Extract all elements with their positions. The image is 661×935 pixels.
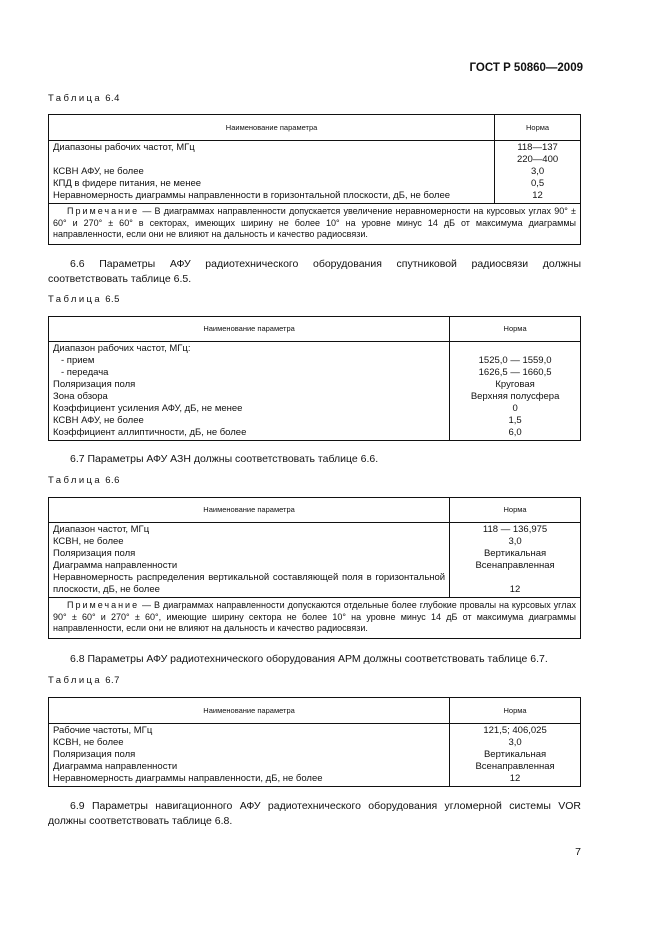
table-note xyxy=(49,204,581,245)
table-number: 6.4 xyxy=(105,93,120,104)
parameter-name: Неравномерность распределения вертикальной составляющей поля в горизонтальной плоскости, дБ, не более xyxy=(49,572,450,598)
table-row xyxy=(49,737,581,749)
table-6-7 xyxy=(48,697,581,787)
document-standard-header: ГОСТ Р 50860—2009 xyxy=(469,62,583,74)
table-row xyxy=(49,560,581,572)
paragraph-6-8: 6.8 Параметры АФУ радиотехнического оборудования АРМ должны соответствовать таблице 6.7. xyxy=(70,653,548,665)
parameter-value: 12 xyxy=(450,572,581,598)
column-header-norm: Норма xyxy=(495,115,581,141)
parameter-value: 6,0 xyxy=(450,427,581,441)
table-6-5-caption xyxy=(48,294,120,305)
parameter-name: КСВН, не более xyxy=(49,737,450,749)
table-6-4-caption xyxy=(48,93,120,104)
paragraph-6-7: 6.7 Параметры АФУ АЗН должны соответствовать таблице 6.6. xyxy=(70,453,379,465)
parameter-name: - передача xyxy=(49,367,450,379)
table-row xyxy=(49,178,581,190)
column-header-name: Наименование параметра xyxy=(49,115,495,141)
parameter-value: 121,5; 406,025 xyxy=(450,724,581,738)
table-row xyxy=(49,773,581,787)
parameter-value: 12 xyxy=(495,190,581,204)
table-note xyxy=(49,598,581,639)
table-row xyxy=(49,415,581,427)
column-header-name: Наименование параметра xyxy=(49,498,450,523)
table-6-5 xyxy=(48,316,581,441)
column-header-name: Наименование параметра xyxy=(49,698,450,724)
table-row xyxy=(49,724,581,738)
parameter-name: КСВН АФУ, не более xyxy=(49,415,450,427)
table-row xyxy=(49,154,581,166)
paragraph-6-6: 6.6 Параметры АФУ радиотехнического оборудования спутниковой радиосвязи должны соответствовать таблице 6.5. xyxy=(48,258,581,285)
parameter-value: 3,0 xyxy=(450,536,581,548)
parameter-name: Неравномерность диаграммы направленности в горизонтальной плоскости, дБ, не более xyxy=(49,190,495,204)
table-row xyxy=(49,190,581,204)
parameter-value: Вертикальная xyxy=(450,749,581,761)
parameter-name: - прием xyxy=(49,355,450,367)
parameter-value: 118—137 xyxy=(495,141,581,155)
parameter-name: Диаграмма направленности xyxy=(49,560,450,572)
table-row xyxy=(49,355,581,367)
table-number: 6.7 xyxy=(105,675,120,686)
parameter-name: Зона обзора xyxy=(49,391,450,403)
table-row xyxy=(49,572,581,598)
table-6-4 xyxy=(48,114,581,245)
column-header-name: Наименование параметра xyxy=(49,317,450,342)
parameter-name: Диапазоны рабочих частот, МГц xyxy=(49,141,495,155)
table-row xyxy=(49,523,581,537)
parameter-value: Круговая xyxy=(450,379,581,391)
parameter-value: 1525,0 — 1559,0 xyxy=(450,355,581,367)
note-label: Примечание xyxy=(67,206,140,216)
parameter-name: Поляризация поля xyxy=(49,749,450,761)
parameter-name: КПД в фидере питания, не менее xyxy=(49,178,495,190)
parameter-value: 0 xyxy=(450,403,581,415)
parameter-value: 1626,5 — 1660,5 xyxy=(450,367,581,379)
parameter-name: Коэффициент усиления АФУ, дБ, не менее xyxy=(49,403,450,415)
parameter-value: 12 xyxy=(450,773,581,787)
parameter-value: 0,5 xyxy=(495,178,581,190)
parameter-value xyxy=(450,342,581,356)
table-row xyxy=(49,403,581,415)
table-word: Таблица xyxy=(48,675,103,686)
table-row xyxy=(49,379,581,391)
table-word: Таблица xyxy=(48,475,103,486)
table-word: Таблица xyxy=(48,294,103,305)
column-header-norm: Норма xyxy=(450,698,581,724)
parameter-value: Всенаправленная xyxy=(450,560,581,572)
parameter-value: Вертикальная xyxy=(450,548,581,560)
paragraph-6-9: 6.9 Параметры навигационного АФУ радиотехнического оборудования угломерной системы VOR должны соответствовать таблице 6.8. xyxy=(48,800,581,827)
note-label: Примечание xyxy=(67,600,140,610)
note-text: — В диаграммах направленности допускаются отдельные более глубокие провалы на курсовых углах 90° ± 60° и 270° ± 60°, имеющие ширину сектора не более 10° на уровне минус 14 дБ от максимума диаграммы направленности, если они не влияют на дальность и качество радиосвязи. xyxy=(53,600,576,633)
parameter-name: Диаграмма направленности xyxy=(49,761,450,773)
parameter-name: Поляризация поля xyxy=(49,548,450,560)
parameter-name: Диапазон рабочих частот, МГц: xyxy=(49,342,450,356)
table-row xyxy=(49,761,581,773)
parameter-name: Коэффициент аллиптичности, дБ, не более xyxy=(49,427,450,441)
parameter-name xyxy=(49,154,495,166)
note-text: — В диаграммах направленности допускается увеличение неравномерности на курсовых углах 90° ± 60° и 270° ± 60° в секторах, имеющих ширину не более 10° на уровне минус 14 дБ от максимума диаграммы направленности, если они не влияют на дальность и качество радиосвязи. xyxy=(53,206,576,239)
table-row xyxy=(49,342,581,356)
table-row xyxy=(49,427,581,441)
parameter-value: 1,5 xyxy=(450,415,581,427)
parameter-name: КСВН, не более xyxy=(49,536,450,548)
parameter-value: 3,0 xyxy=(495,166,581,178)
table-row xyxy=(49,749,581,761)
table-row xyxy=(49,536,581,548)
table-number: 6.6 xyxy=(105,475,120,486)
parameter-value: 3,0 xyxy=(450,737,581,749)
table-row xyxy=(49,367,581,379)
page-number: 7 xyxy=(575,846,581,858)
parameter-name: Поляризация поля xyxy=(49,379,450,391)
table-row xyxy=(49,141,581,155)
table-row xyxy=(49,391,581,403)
parameter-value: 118 — 136,975 xyxy=(450,523,581,537)
table-6-7-caption xyxy=(48,675,120,686)
table-word: Таблица xyxy=(48,93,103,104)
parameter-value: Верхняя полусфера xyxy=(450,391,581,403)
parameter-value: 220—400 xyxy=(495,154,581,166)
parameter-value: Всенаправленная xyxy=(450,761,581,773)
table-row xyxy=(49,548,581,560)
column-header-norm: Норма xyxy=(450,317,581,342)
parameter-name: Неравномерность диаграммы направленности, дБ, не более xyxy=(49,773,450,787)
table-number: 6.5 xyxy=(105,294,120,305)
column-header-norm: Норма xyxy=(450,498,581,523)
parameter-name: Рабочие частоты, МГц xyxy=(49,724,450,738)
table-6-6 xyxy=(48,497,581,639)
parameter-name: КСВН АФУ, не более xyxy=(49,166,495,178)
table-6-6-caption xyxy=(48,475,120,486)
table-row xyxy=(49,166,581,178)
parameter-name: Диапазон частот, МГц xyxy=(49,523,450,537)
